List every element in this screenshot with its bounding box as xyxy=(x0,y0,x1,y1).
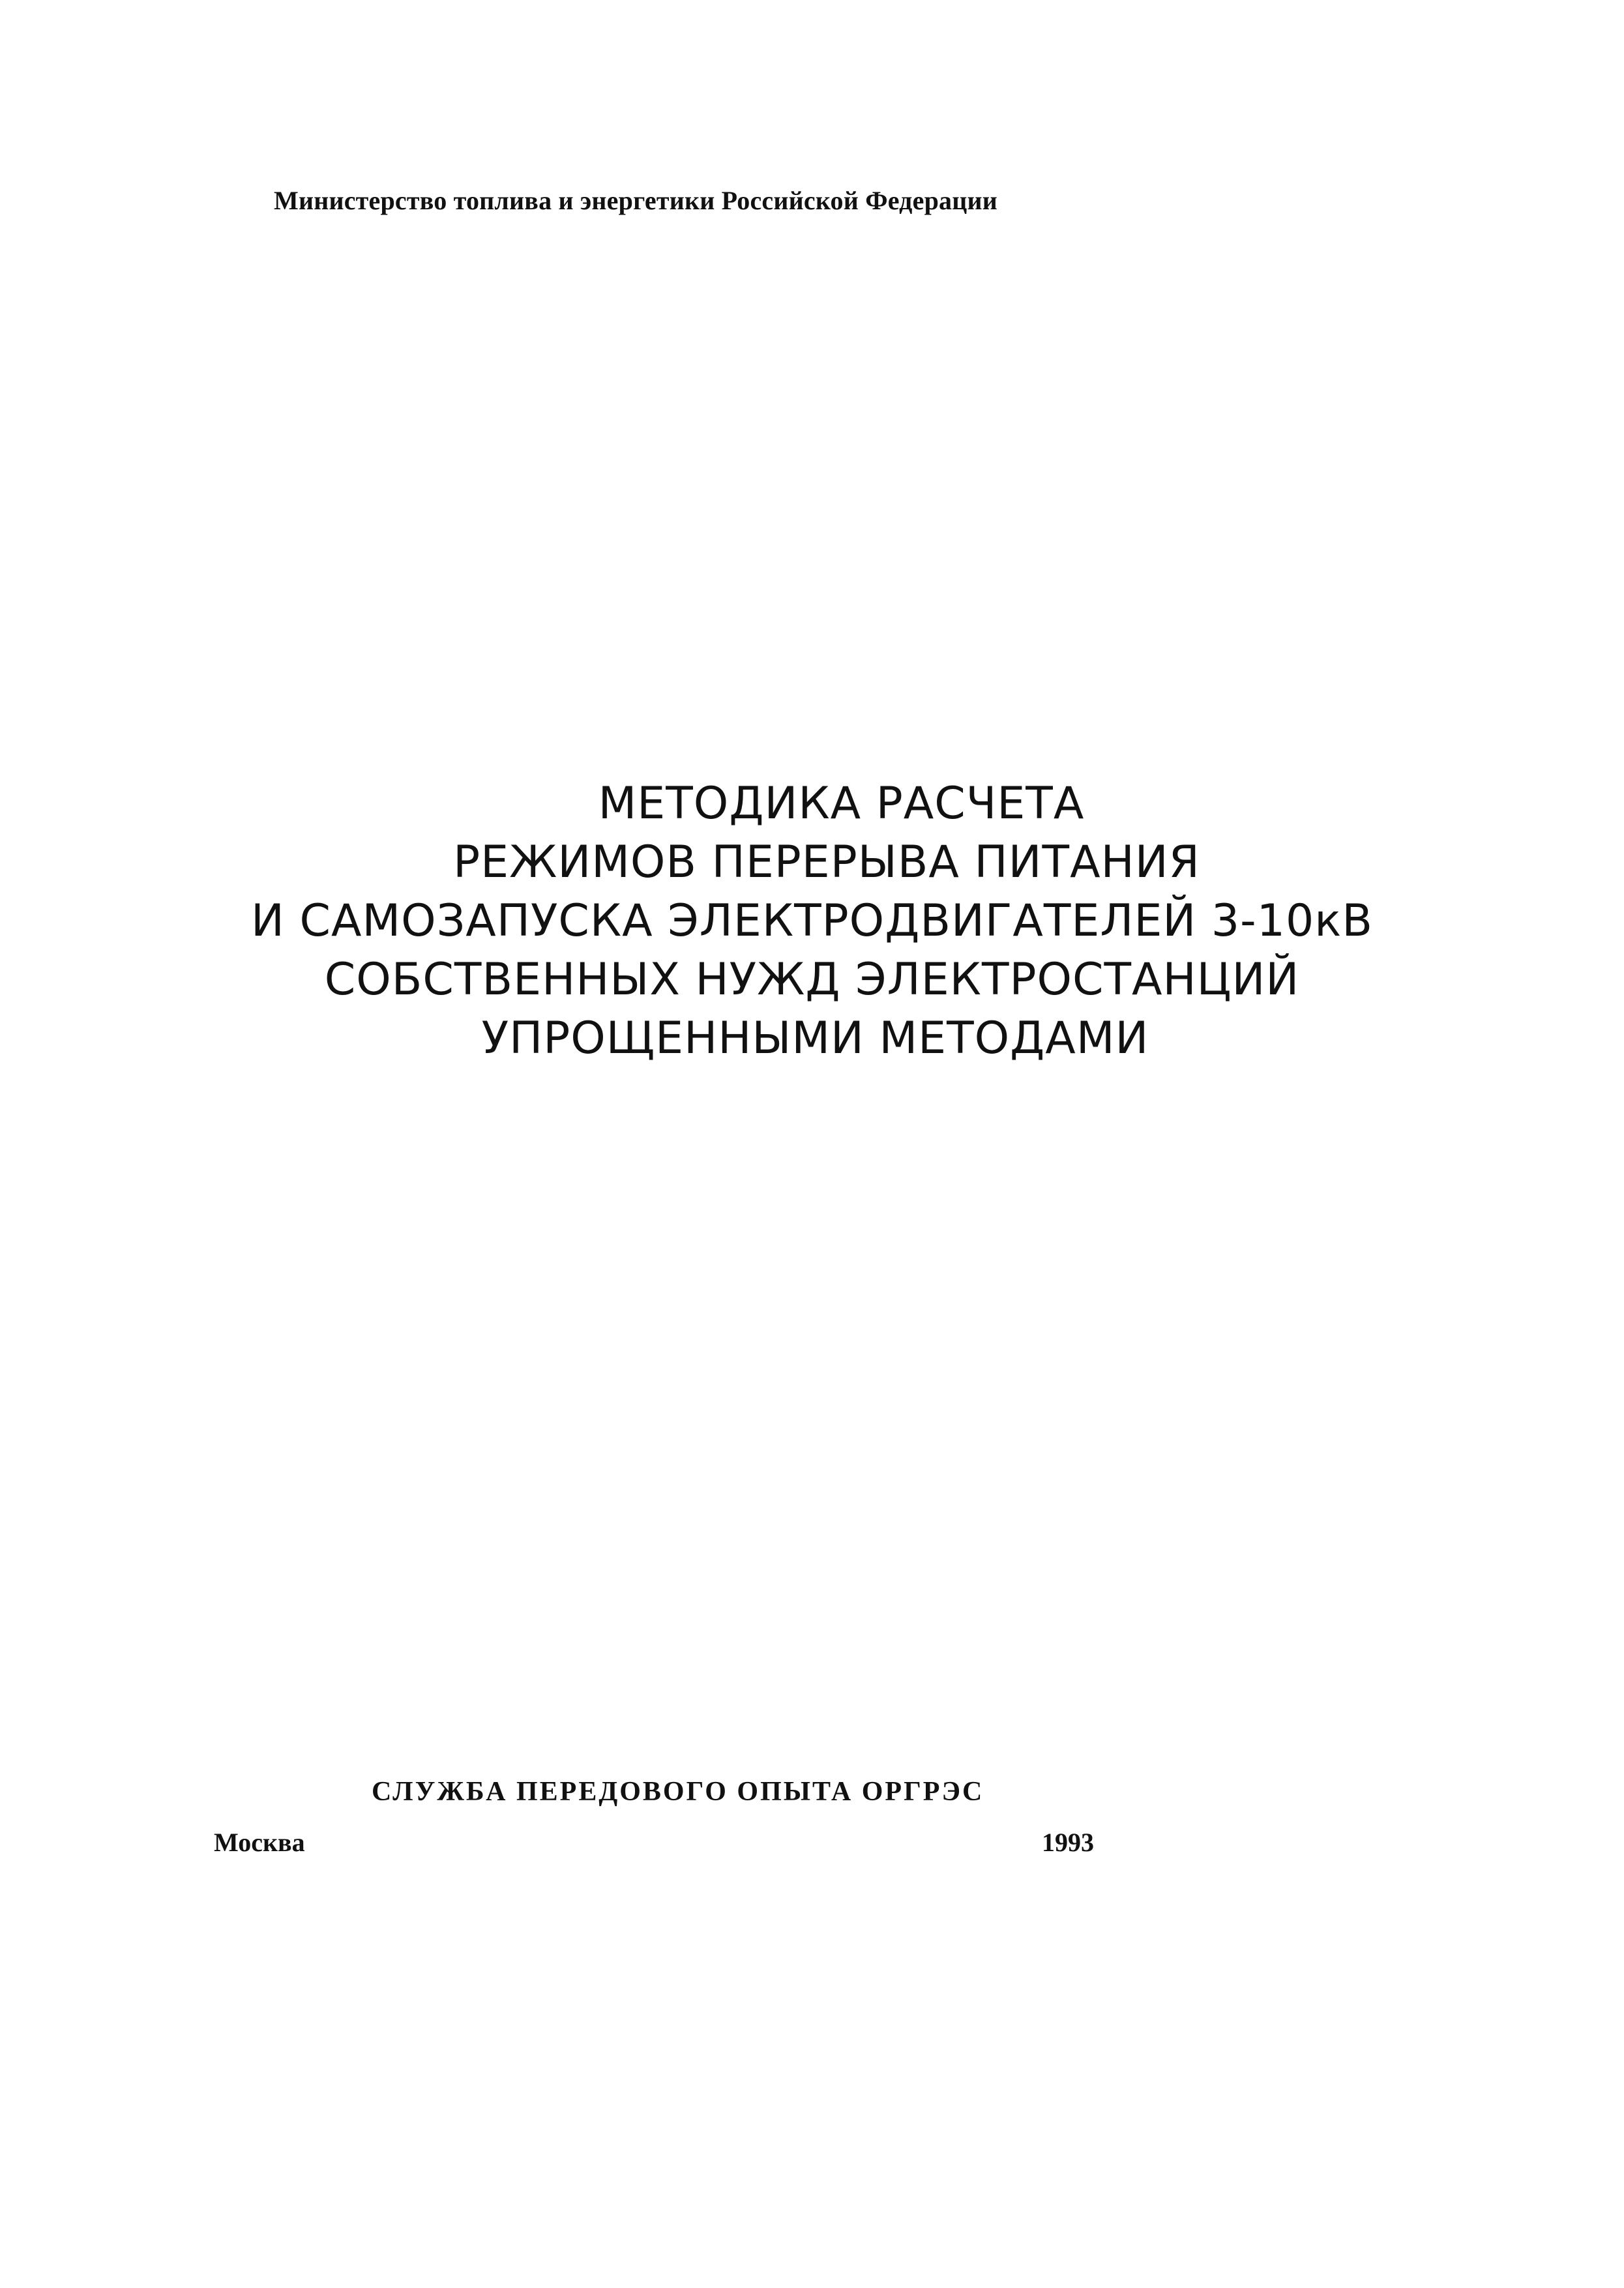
title-line-5: УПРОЩЕННЫМИ МЕТОДАМИ xyxy=(481,1013,1149,1064)
document-title xyxy=(0,775,1624,1068)
title-line-1: МЕТОДИКА РАСЧЕТА xyxy=(598,778,1085,829)
publication-city: Москва xyxy=(214,1828,305,1857)
title-line-4: СОБСТВЕННЫХ НУЖД ЭЛЕКТРОСТАНЦИЙ xyxy=(324,954,1300,1005)
publication-year: 1993 xyxy=(1042,1828,1094,1857)
ministry-heading: Министерство топлива и энергетики Российской Федерации xyxy=(274,186,997,215)
publisher-name: СЛУЖБА ПЕРЕДОВОГО ОПЫТА ОРГРЭС xyxy=(372,1777,984,1807)
title-line-2: РЕЖИМОВ ПЕРЕРЫВА ПИТАНИЯ xyxy=(453,837,1200,888)
title-line-3: И САМОЗАПУСКА ЭЛЕКТРОДВИГАТЕЛЕЙ 3-10кВ xyxy=(251,895,1373,947)
